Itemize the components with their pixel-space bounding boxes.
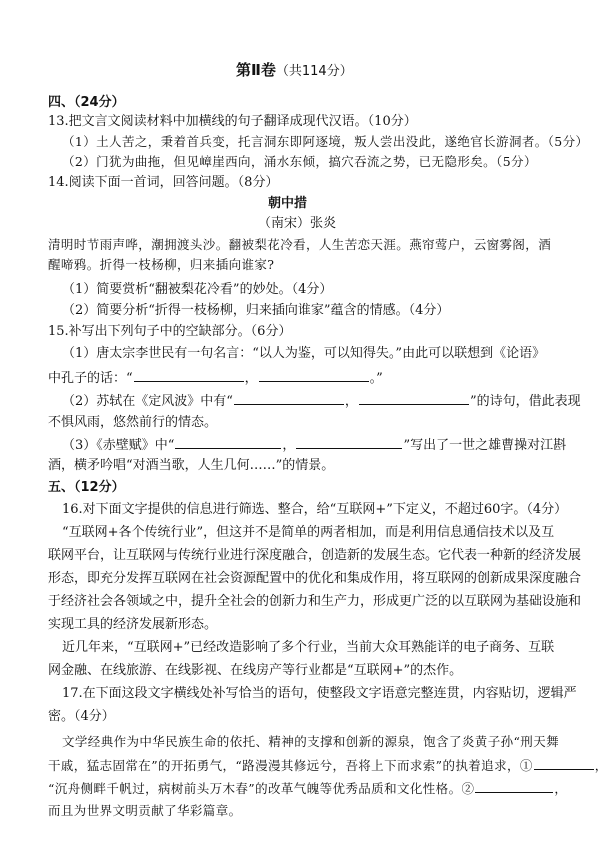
part-title xyxy=(236,61,353,81)
passage-16-line: 形态，即充分发挥互联网在社会资源配置中的优化和集成作用，将互联网的创新成果深度融合 xyxy=(48,571,582,586)
passage-17-line xyxy=(48,756,608,775)
section-four-heading: 四、（24分） xyxy=(48,95,125,110)
text-segment: ”的诗句，借此表现 xyxy=(469,394,581,409)
answer-blank[interactable] xyxy=(534,756,594,770)
answer-blank[interactable] xyxy=(259,368,369,382)
part-title-main: 第Ⅱ卷 xyxy=(236,61,276,79)
question-15-item-2-line-2: 不惧风雨，悠然前行的情态。 xyxy=(48,415,218,430)
question-15-item-3-line-2: 酒，横矛吟唱“对酒当歌，人生几何……”的情景。 xyxy=(48,458,335,473)
answer-blank[interactable] xyxy=(234,391,344,405)
passage-17-line: 文学经典作为中华民族生命的依托、精神的支撑和创新的源泉，饱含了炎黄子孙“刑天舞 xyxy=(62,734,559,749)
passage-16-line: 联网平台，让互联网与传统行业进行深度融合，创造新的发展生态。它代表一种新的经济发展 xyxy=(48,548,582,563)
passage-16-line: 于经济社会各领域之中，提升全社会的创新力和生产力，形成更广泛的以互联网为基础设施和 xyxy=(48,594,582,609)
answer-blank[interactable] xyxy=(359,391,469,405)
question-15-item-1-line-2 xyxy=(48,368,383,388)
passage-17-line: 而且为世界文明贡献了华彩篇章。 xyxy=(48,803,242,818)
question-13-sentence-1: （1）土人苦之，秉着首兵变，托言洞东即阿逐境，叛人尝出没此，遂绝官长游洞者。（5分） xyxy=(62,134,589,149)
text-segment: 中孔子的话：“ xyxy=(48,371,133,386)
answer-blank[interactable] xyxy=(175,435,281,449)
question-17-stem-line-1: 17.在下面这段文字横线处补写恰当的语句，使整段文字语意完整连贯，内容贴切，逻辑严 xyxy=(62,686,577,701)
poem-author: （南宋）张炎 xyxy=(258,216,337,231)
poem-line-2: 醒啼鸦。折得一枝杨柳，归来插向谁家? xyxy=(48,257,275,272)
text-segment: ， xyxy=(594,758,608,773)
question-15-item-1-line-1: （1）唐太宗李世民有一句名言：“以人为鉴，可以知得失。”由此可以联想到《论语》 xyxy=(62,346,546,361)
text-segment: （3）《赤壁赋》中“ xyxy=(62,438,175,453)
passage-17-line xyxy=(48,779,567,798)
question-15-item-2-line-1 xyxy=(62,391,581,411)
question-16-stem: 16.对下面文字提供的信息进行筛选、整合，给“互联网+”下定义，不超过60字。（4分） xyxy=(62,502,568,517)
text-segment: （2）苏轼在《定风波》中有“ xyxy=(62,394,233,409)
part-title-score: （共114分） xyxy=(275,64,353,79)
passage-16-line: “互联网+各个传统行业”，但这并不是简单的两者相加，而是利用信息通信技术以及互 xyxy=(62,525,555,540)
question-14-stem: 14.阅读下面一首词，回答问题。（8分） xyxy=(48,175,279,190)
poem-title: 朝中措 xyxy=(268,196,308,211)
text-segment: 干戚，猛志固常在”的开拓勇气，“路漫漫其修远兮，吾将上下而求索”的执着追求，① xyxy=(48,758,533,773)
question-15-item-3-line-1 xyxy=(62,435,566,455)
text-segment: ， xyxy=(344,394,358,409)
passage-16-line: 近几年来，“互联网+”已经改造影响了多个行业，当前大众耳熟能详的电子商务、互联 xyxy=(62,640,555,655)
question-13-stem: 13.把文言文阅读材料中加横线的句子翻译成现代汉语。（10分） xyxy=(48,114,417,129)
text-segment: ， xyxy=(244,371,258,386)
question-13-sentence-2: （2）门犹为曲拖，但见嶂崖西向，涌水东倾，搞穴吞流之势，已无隐形矣。（5分） xyxy=(62,154,537,169)
answer-blank[interactable] xyxy=(296,435,402,449)
poem-line-1: 清明时节雨声哗，潮拥渡头沙。翻被梨花冷看，人生苦恋天涯。燕帘莺户，云窗雾阁，酒 xyxy=(48,237,552,252)
answer-blank[interactable] xyxy=(475,779,553,793)
text-segment: ， xyxy=(282,438,296,453)
question-14-sub-2: （2）简要分析“折得一枝杨柳，归来插向谁家”蕴含的情感。（4分） xyxy=(62,303,450,318)
section-five-heading: 五、（12分） xyxy=(48,480,125,495)
question-14-sub-1: （1）简要赏析“翻被梨花冷看”的妙处。（4分） xyxy=(62,282,333,297)
text-segment: “沉舟侧畔千帆过，病树前头万木春”的改革气魄等优秀品质和文化性格。② xyxy=(48,781,475,796)
question-17-stem-line-2: 密。（4分） xyxy=(48,709,115,724)
text-segment: ， xyxy=(554,781,568,796)
question-15-stem: 15.补写出下列句子中的空缺部分。（6分） xyxy=(48,324,292,339)
text-segment: 。” xyxy=(369,371,383,386)
passage-16-line: 实现工具的经济发展新形态。 xyxy=(48,617,218,632)
text-segment: ”写出了一世之雄曹操对江斟 xyxy=(403,438,567,453)
passage-16-line: 网金融、在线旅游、在线影视、在线房产等行业都是“互联网+”的杰作。 xyxy=(48,663,463,678)
answer-blank[interactable] xyxy=(134,368,244,382)
